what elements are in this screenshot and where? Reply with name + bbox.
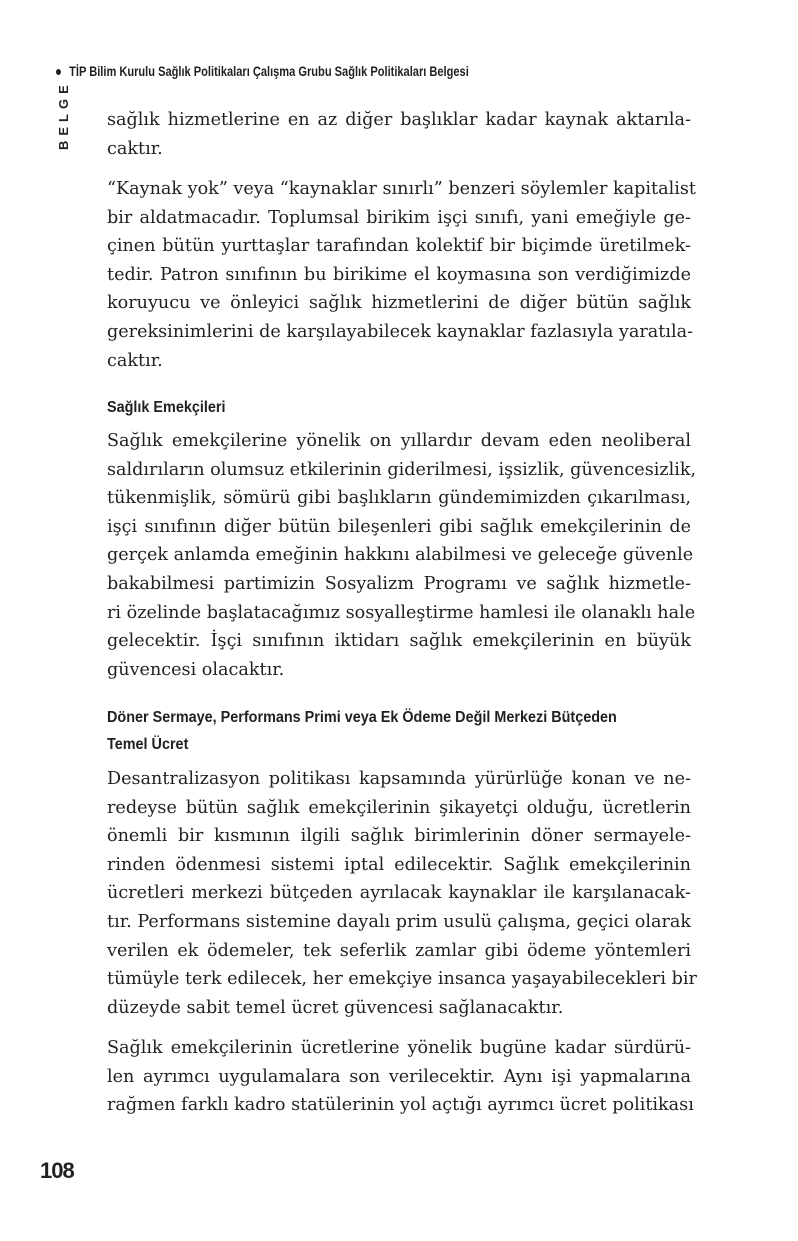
page-number: 108 xyxy=(40,1158,74,1183)
text-line: Sağlık emekçilerine yönelik on yıllardır devam eden neoliberal xyxy=(107,431,691,451)
text-line: işçi sınıfının diğer bütün bileşenleri gibi sağlık emekçilerinin de xyxy=(107,516,691,537)
text-line: gelecektir. İşçi sınıfının iktidarı sağlık emekçilerinin en büyük xyxy=(107,631,691,652)
text-line: len ayrımcı uygulamalara son verilecektir. Aynı işi yapmalarına xyxy=(107,1066,691,1087)
text-line: redeyse bütün sağlık emekçilerinin şikayetçi olduğu, ücretlerin xyxy=(107,797,691,818)
paragraph xyxy=(107,106,691,163)
text-line: bir aldatmacadır. Toplumsal birikim işçi sınıfı, yani emeğiyle ge- xyxy=(107,207,691,228)
text-line: Sağlık emekçilerinin ücretlerine yönelik bugüne kadar sürdürü- xyxy=(107,1038,691,1058)
text-line: tümüyle terk edilecek, her emekçiye insanca yaşayabilecekleri bir xyxy=(107,969,697,990)
bullet-icon xyxy=(56,69,61,75)
text-line: çinen bütün yurttaşlar tarafından kolektif bir biçimde üretilmek- xyxy=(107,236,691,257)
text-line: gereksinimlerini de karşılayabilecek kaynaklar fazlasıyla yaratıla- xyxy=(107,321,694,342)
section-heading: Temel Ücret xyxy=(107,736,189,753)
text-line: rinden ödenmesi sistemi iptal edilecektir. Sağlık emekçilerinin xyxy=(107,854,691,875)
paragraph xyxy=(107,427,697,684)
text-line: tükenmişlik, sömürü gibi başlıkların gündemimizden çıkarılması, xyxy=(107,488,691,509)
section-heading: Sağlık Emekçileri xyxy=(107,399,226,416)
text-line: verilen ek ödemeler, tek seferlik zamlar gibi ödeme yöntemleri xyxy=(107,940,691,961)
text-line: önemli bir kısmının ilgili sağlık birimlerinin döner sermayele- xyxy=(107,826,691,847)
text-line: bakabilmesi partimizin Sosyalizm Programı ve sağlık hizmetle- xyxy=(107,573,691,594)
paragraph xyxy=(107,175,696,375)
paragraph xyxy=(107,1034,694,1120)
paragraph xyxy=(107,765,697,1022)
text-line: ri özelinde başlatacağımız sosyalleştirme hamlesi ile olanaklı hale xyxy=(107,602,696,623)
text-line: güvencesi olacaktır. xyxy=(107,659,285,680)
running-header-text: TİP Bilim Kurulu Sağlık Politikaları Çalışma Grubu Sağlık Politikaları Belgesi xyxy=(69,64,469,79)
text-line: düzeyde sabit temel ücret güvencesi sağlanacaktır. xyxy=(107,997,564,1018)
text-line: rağmen farklı kadro statülerinin yol açtığı ayrımcı ücret politikası xyxy=(107,1095,694,1116)
text-line: ücretleri merkezi bütçeden ayrılacak kaynaklar ile karşılanacak- xyxy=(107,883,691,904)
running-header xyxy=(56,64,469,79)
side-label: BELGE xyxy=(56,80,71,150)
text-line: sağlık hizmetlerine en az diğer başlıklar kadar kaynak aktarıla- xyxy=(107,110,691,130)
text-line: tedir. Patron sınıfının bu birikime el koymasına son verdiğimizde xyxy=(107,264,691,285)
text-line: koruyucu ve önleyici sağlık hizmetlerini de diğer bütün sağlık xyxy=(107,293,691,314)
text-line: tır. Performans sistemine dayalı prim usulü çalışma, geçici olarak xyxy=(107,911,692,932)
text-line: saldırıların olumsuz etkilerinin giderilmesi, işsizlik, güvencesizlik, xyxy=(107,459,697,480)
section-heading: Döner Sermaye, Performans Primi veya Ek Ödeme Değil Merkezi Bütçeden xyxy=(107,709,617,726)
text-line: caktır. xyxy=(107,350,163,371)
text-line: Desantralizasyon politikası kapsamında yürürlüğe konan ve ne- xyxy=(107,769,691,789)
text-line: gerçek anlamda emeğinin hakkını alabilmesi ve geleceğe güvenle xyxy=(107,545,694,566)
text-line: caktır. xyxy=(107,138,163,159)
text-line: “Kaynak yok” veya “kaynaklar sınırlı” benzeri söylemler kapitalist xyxy=(107,179,696,199)
